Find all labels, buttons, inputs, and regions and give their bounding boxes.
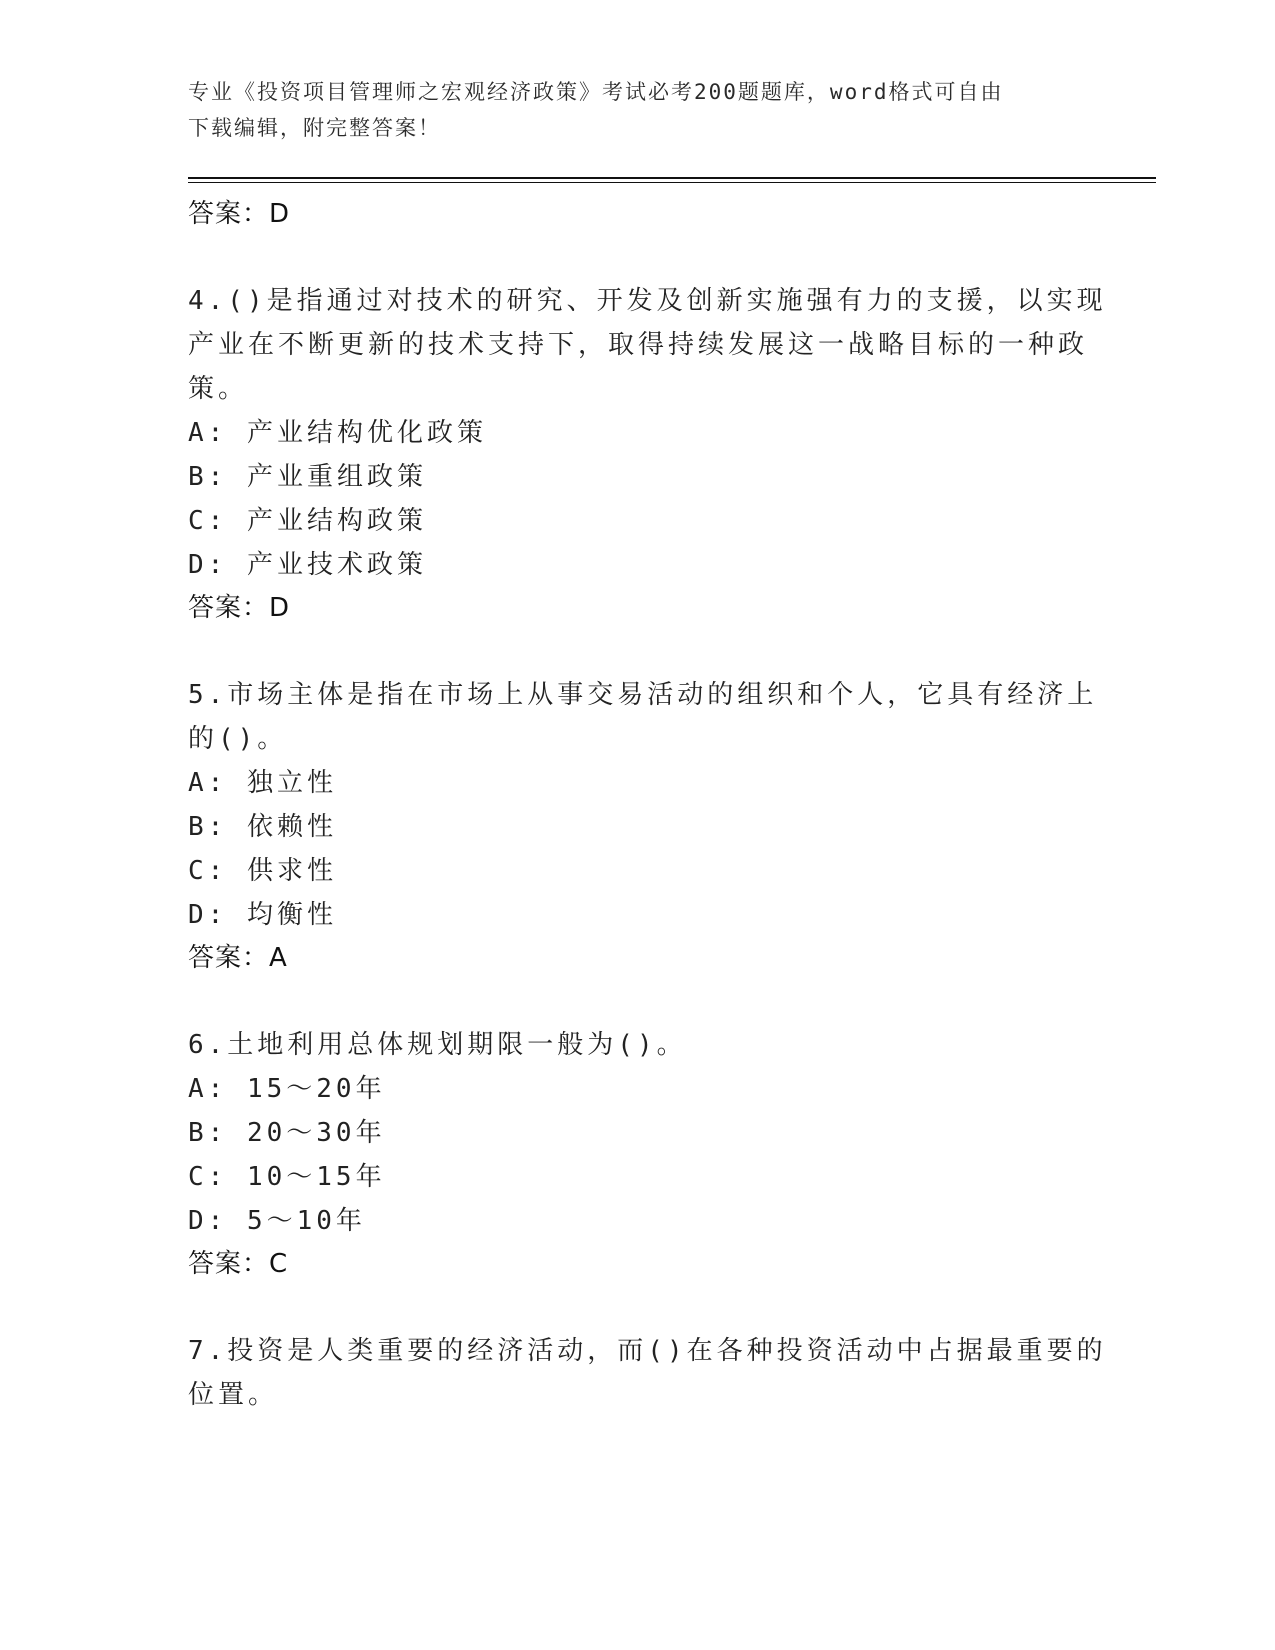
question-4-option-a: A: 产业结构优化政策 (188, 418, 487, 448)
question-5-option-b: B: 依赖性 (188, 812, 337, 842)
document-header (188, 74, 1068, 146)
question-4-option-c: C: 产业结构政策 (188, 506, 427, 536)
question-5-option-d: D: 均衡性 (188, 900, 337, 930)
question-6-text-line-1: 6.土地利用总体规划期限一般为()。 (188, 1030, 687, 1060)
question-4-text-line-3: 策。 (188, 374, 249, 404)
question-4-text-line-1: 4.()是指通过对技术的研究、开发及创新实施强有力的支援，以实现 (188, 286, 1107, 316)
header-line-2: 下载编辑，附完整答案！ (188, 116, 441, 140)
question-4-answer: 答案：D (188, 593, 291, 623)
question-6-option-a: A: 15～20年 (188, 1074, 386, 1104)
question-5-answer: 答案：A (188, 943, 288, 973)
question-5-option-c: C: 供求性 (188, 856, 337, 886)
question-5-text-line-2: 的()。 (188, 724, 288, 754)
question-7-text-line-1: 7.投资是人类重要的经济活动，而()在各种投资活动中占据最重要的 (188, 1336, 1107, 1366)
header-divider-thin (188, 182, 1156, 183)
header-divider-thick (188, 177, 1156, 179)
question-4-text-line-2: 产业在不断更新的技术支持下，取得持续发展这一战略目标的一种政 (188, 330, 1089, 360)
question-5-text-line-1: 5.市场主体是指在市场上从事交易活动的组织和个人，它具有经济上 (188, 680, 1098, 710)
question-6-option-d: D: 5～10年 (188, 1206, 366, 1236)
question-4-option-d: D: 产业技术政策 (188, 550, 427, 580)
question-6-option-c: C: 10～15年 (188, 1162, 386, 1192)
question-7-text-line-2: 位置。 (188, 1380, 279, 1410)
header-line-1: 专业《投资项目管理师之宏观经济政策》考试必考200题题库，word格式可自由 (188, 80, 1004, 104)
question-5-option-a: A: 独立性 (188, 768, 337, 798)
question-6-answer: 答案：C (188, 1249, 289, 1279)
question-4-option-b: B: 产业重组政策 (188, 462, 427, 492)
answer-previous: 答案：D (188, 199, 291, 229)
question-6-option-b: B: 20～30年 (188, 1118, 386, 1148)
